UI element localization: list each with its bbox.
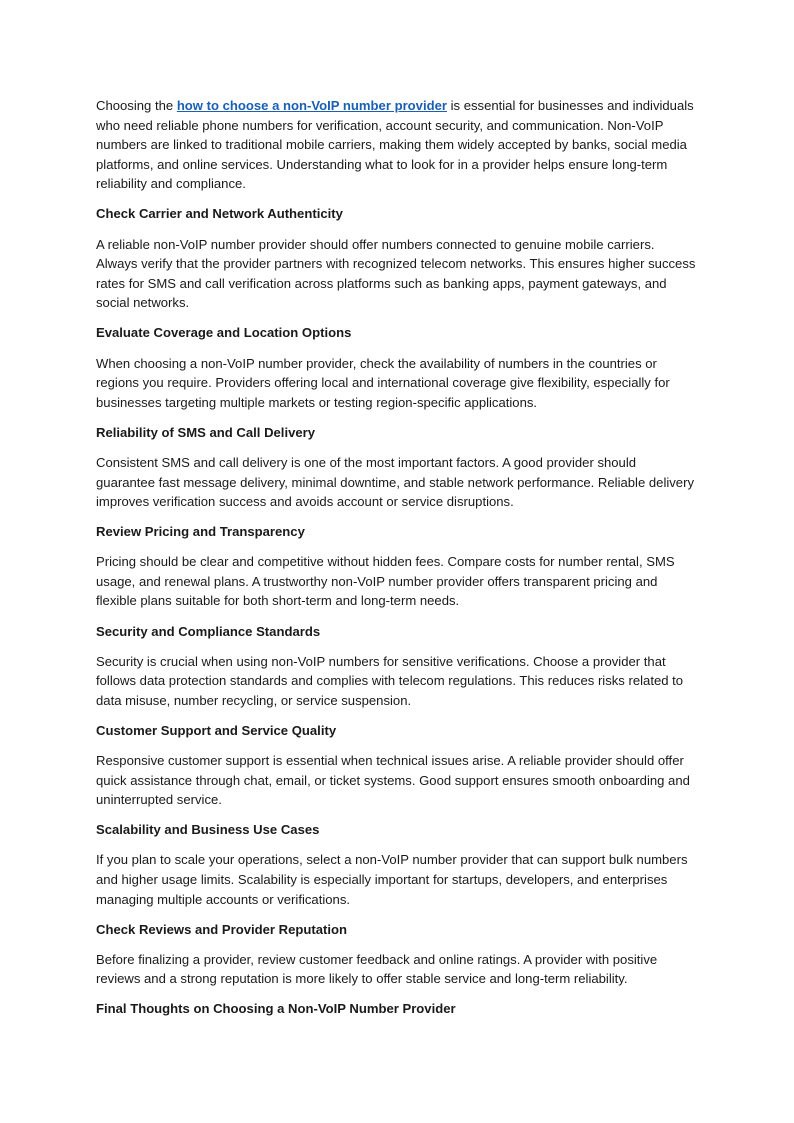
intro-paragraph [96, 96, 698, 194]
section-heading: Evaluate Coverage and Location Options [96, 325, 352, 341]
provider-guide-link[interactable]: how to choose a non-VoIP number provider [176, 98, 447, 113]
final-thoughts-heading: Final Thoughts on Choosing a Non-VoIP Number Provider [96, 1001, 456, 1017]
section-heading: Check Reviews and Provider Reputation [96, 921, 348, 937]
section-body: Pricing should be clear and competitive without hidden fees. Compare costs for number rental, SMS usage, and renewal plans. A trustworthy non-VoIP number provider offers transparent pricing and flexible plans suitable for both short-term and long-term needs. [96, 554, 675, 609]
section-body: Before finalizing a provider, review customer feedback and online ratings. A provider with positive reviews and a strong reputation is more likely to offer stable service and long-term reliability. [96, 951, 658, 987]
section-heading: Security and Compliance Standards [96, 623, 321, 639]
section-body: A reliable non-VoIP number provider should offer numbers connected to genuine mobile carriers. Always verify that the provider partners with recognized telecom networks. This ensures higher success rates for SMS and call verification across platforms such as banking apps, payment gateways, and social networks. [96, 236, 696, 311]
document-page [96, 96, 698, 1030]
section-body: When choosing a non-VoIP number provider, check the availability of numbers in the countries or regions you require. Providers offering local and international coverage give flexibility, especially for businesses targeting multiple markets or testing region-specific applications. [96, 355, 670, 410]
section-heading: Scalability and Business Use Cases [96, 822, 320, 838]
section-heading: Review Pricing and Transparency [96, 524, 305, 540]
intro-prefix: Choosing the [96, 98, 177, 113]
section-body: Consistent SMS and call delivery is one of the most important factors. A good provider should guarantee fast message delivery, minimal downtime, and stable network performance. Reliable delivery improves verification success and avoids account or service disruptions. [96, 454, 694, 510]
section-heading: Customer Support and Service Quality [96, 722, 337, 738]
section-body: If you plan to scale your operations, select a non-VoIP number provider that can support bulk numbers and higher usage limits. Scalability is especially important for startups, developers, and enterprises managing multiple accounts or verifications. [96, 852, 688, 907]
intro-suffix: is essential for businesses and individuals who need reliable phone numbers for verification, account security, and communication. Non-VoIP numbers are linked to traditional mobile carriers, making them widely accepted by banks, social media platforms, and online services. Understanding what to look for in a provider helps ensure long-term reliability and compliance. [96, 98, 694, 192]
section-heading: Reliability of SMS and Call Delivery [96, 424, 316, 440]
section-body: Responsive customer support is essential when technical issues arise. A reliable provider should offer quick assistance through chat, email, or ticket systems. Good support ensures smooth onboarding and uninterrupted service. [96, 753, 690, 808]
section-body: Security is crucial when using non-VoIP numbers for sensitive verifications. Choose a provider that follows data protection standards and complies with telecom regulations. This reduces risks related to data misuse, number recycling, or service suspension. [96, 653, 684, 708]
section-heading: Check Carrier and Network Authenticity [96, 206, 343, 222]
